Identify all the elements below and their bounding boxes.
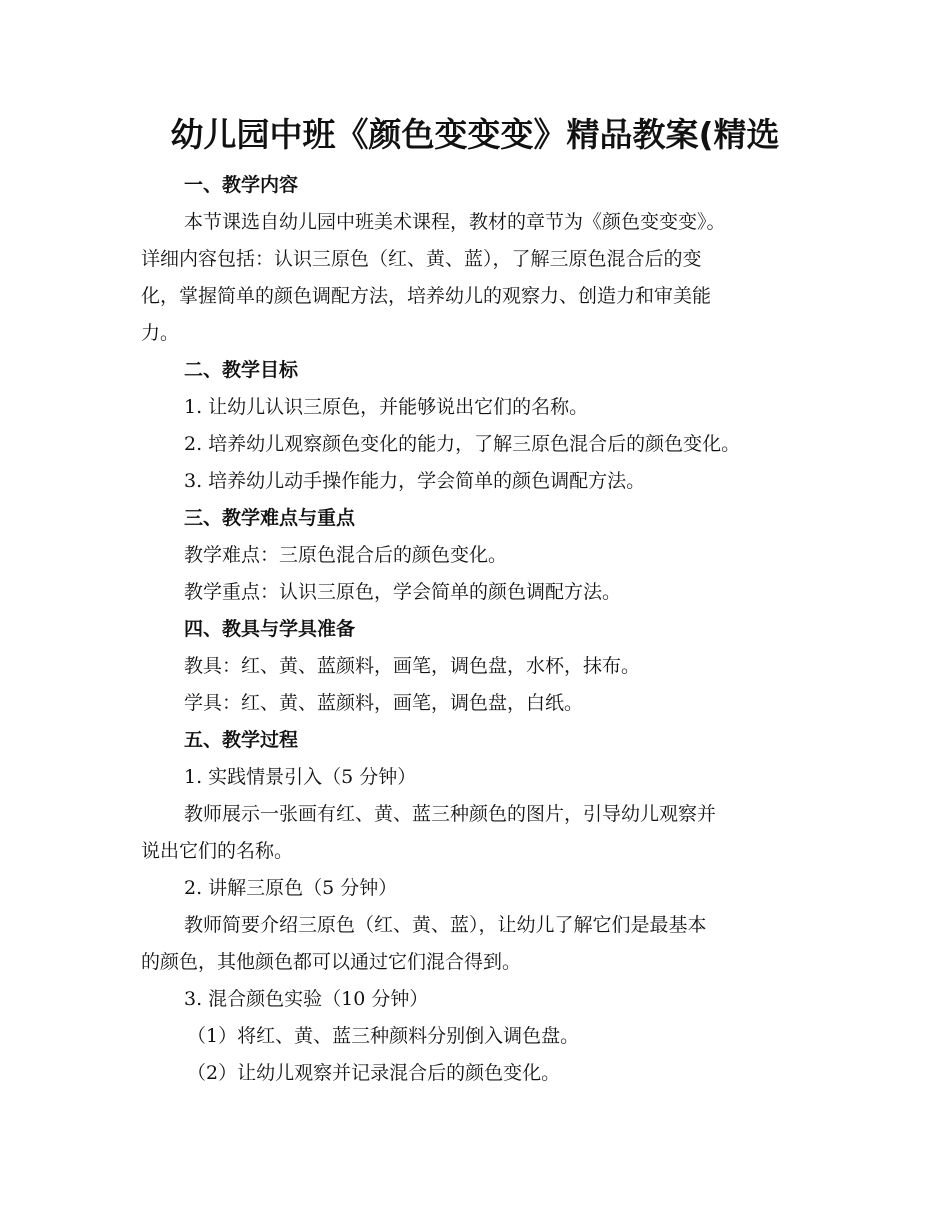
paragraph-line: 教学重点：认识三原色，学会简单的颜色调配方法。 [184,581,622,603]
section-heading: 一、教学内容 [184,174,299,196]
sub-step: （2）让幼儿观察并记录混合后的颜色变化。 [187,1062,561,1084]
sub-step: （1）将红、黄、蓝三种颜料分别倒入调色盘。 [187,1025,580,1047]
paragraph-line: 详细内容包括：认识三原色（红、黄、蓝），了解三原色混合后的变 [141,248,702,270]
document-body [141,167,821,1092]
step-heading: 2. 讲解三原色（5 分钟） [184,877,398,899]
step-heading: 3. 混合颜色实验（10 分钟） [184,988,429,1010]
list-item: 1. 让幼儿认识三原色，并能够说出它们的名称。 [184,396,589,418]
section-heading: 五、教学过程 [184,729,299,751]
paragraph-line: 化，掌握简单的颜色调配方法，培养幼儿的观察力、创造力和审美能 [141,285,712,307]
page-title: 幼儿园中班《颜色变变变》精品教案(精选 [170,115,780,154]
step-heading: 1. 实践情景引入（5 分钟） [184,766,417,788]
paragraph-line: 本节课选自幼儿园中班美术课程，教材的章节为《颜色变变变》。 [184,211,726,233]
paragraph-line: 教学难点：三原色混合后的颜色变化。 [184,544,508,566]
paragraph-line: 教师展示一张画有红、黄、蓝三种颜色的图片，引导幼儿观察并 [184,803,717,825]
list-item: 3. 培养幼儿动手操作能力，学会简单的颜色调配方法。 [184,470,646,492]
section-heading: 四、教具与学具准备 [184,618,356,640]
paragraph-line: 教师简要介绍三原色（红、黄、蓝），让幼儿了解它们是最基本 [184,914,707,936]
paragraph-line: 教具：红、黄、蓝颜料，画笔，调色盘，水杯，抹布。 [184,655,641,677]
paragraph-line: 说出它们的名称。 [141,840,294,862]
section-heading: 三、教学难点与重点 [184,507,356,529]
section-heading: 二、教学目标 [184,359,299,381]
list-item: 2. 培养幼儿观察颜色变化的能力，了解三原色混合后的颜色变化。 [184,433,741,455]
paragraph-line: 学具：红、黄、蓝颜料，画笔，调色盘，白纸。 [184,692,584,714]
paragraph-line: 的颜色，其他颜色都可以通过它们混合得到。 [141,951,522,973]
paragraph-line: 力。 [141,322,180,344]
